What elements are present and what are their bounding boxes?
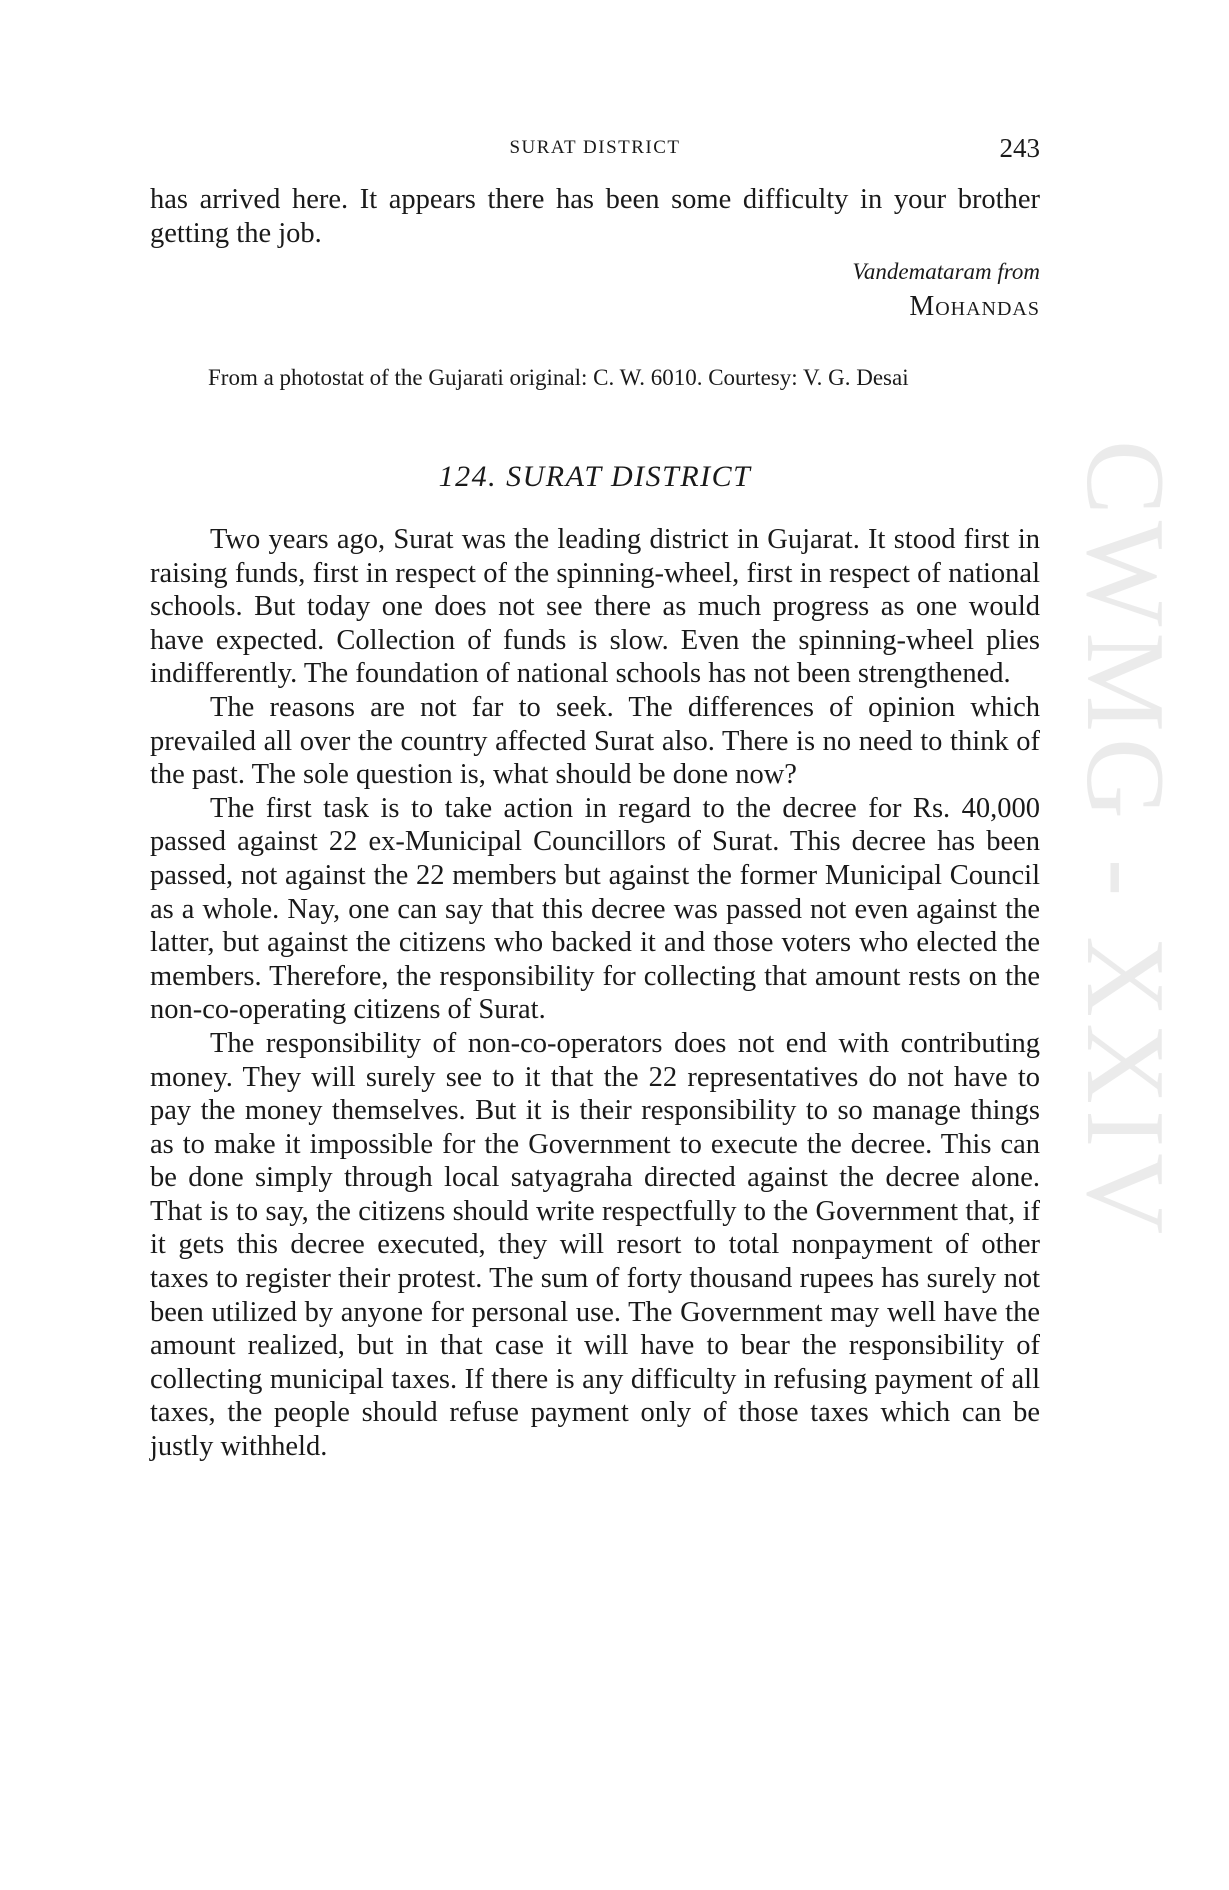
letter-closing-text: has arrived here. It appears there has been some difficulty in your brother getting the job. xyxy=(150,184,1040,249)
watermark-text: CWMG - XXIV xyxy=(1063,440,1187,1241)
page-number: 243 xyxy=(999,133,1040,163)
article-paragraph: Two years ago, Surat was the leading district in Gujarat. It stood first in raising funds, first in respect of the spinning-wheel, first in respect of national schools. But today one does not see there as much progress as one would have expected. Collection of funds is slow. Even the spinning-wheel plies indifferently. The foundation of national schools has not been strengthened. xyxy=(150,524,1040,690)
page xyxy=(150,0,1040,1890)
letter-signoff xyxy=(852,258,1040,324)
signoff-line: Vandemataram from xyxy=(852,259,1040,284)
article-body xyxy=(150,523,1040,1464)
source-note: From a photostat of the Gujarati original: C. W. 6010. Courtesy: V. G. Desai xyxy=(208,365,909,390)
article-paragraph: The first task is to take action in regard to the decree for Rs. 40,000 passed against 22 ex-Municipal Councillors of Surat. This decree has been passed, not against the 22 members but against the former Municipal Council as a whole. Nay, one can say that this decree was passed not even against the latter, but against the citizens who backed it and those voters who elected the members. Therefore, the responsibility for collecting that amount rests on the non-co-operating citizens of Surat. xyxy=(150,792,1040,1026)
signature: Mohandas xyxy=(909,291,1040,322)
article-paragraph: The responsibility of non-co-operators does not end with contributing money. They will surely see to it that the 22 representatives do not have to pay the money themselves. But it is their responsibility to so manage things as to make it impossible for the Government to execute the decree. This can be done simply through local satyagraha directed against the decree alone. That is to say, the citizens should write respectfully to the Government that, if it gets this decree executed, they will resort to total nonpayment of other taxes to register their protest. The sum of forty thousand rupees has surely not been utilized by anyone for personal use. The Government may well have the amount realized, but in that case it will have to bear the responsibility of collecting municipal taxes. If there is any difficulty in refusing payment of all taxes, the people should refuse payment only of those taxes which can be justly withheld. xyxy=(150,1027,1040,1463)
letter-closing xyxy=(150,183,1040,250)
running-head xyxy=(150,133,1040,163)
running-title: SURAT DISTRICT xyxy=(509,137,681,158)
article-title: 124. SURAT DISTRICT xyxy=(438,460,752,493)
watermark xyxy=(1063,440,1187,1440)
article-paragraph: The reasons are not far to seek. The differences of opinion which prevailed all over the country affected Surat also. There is no need to think of the past. The sole question is, what should be done now? xyxy=(150,691,1040,791)
